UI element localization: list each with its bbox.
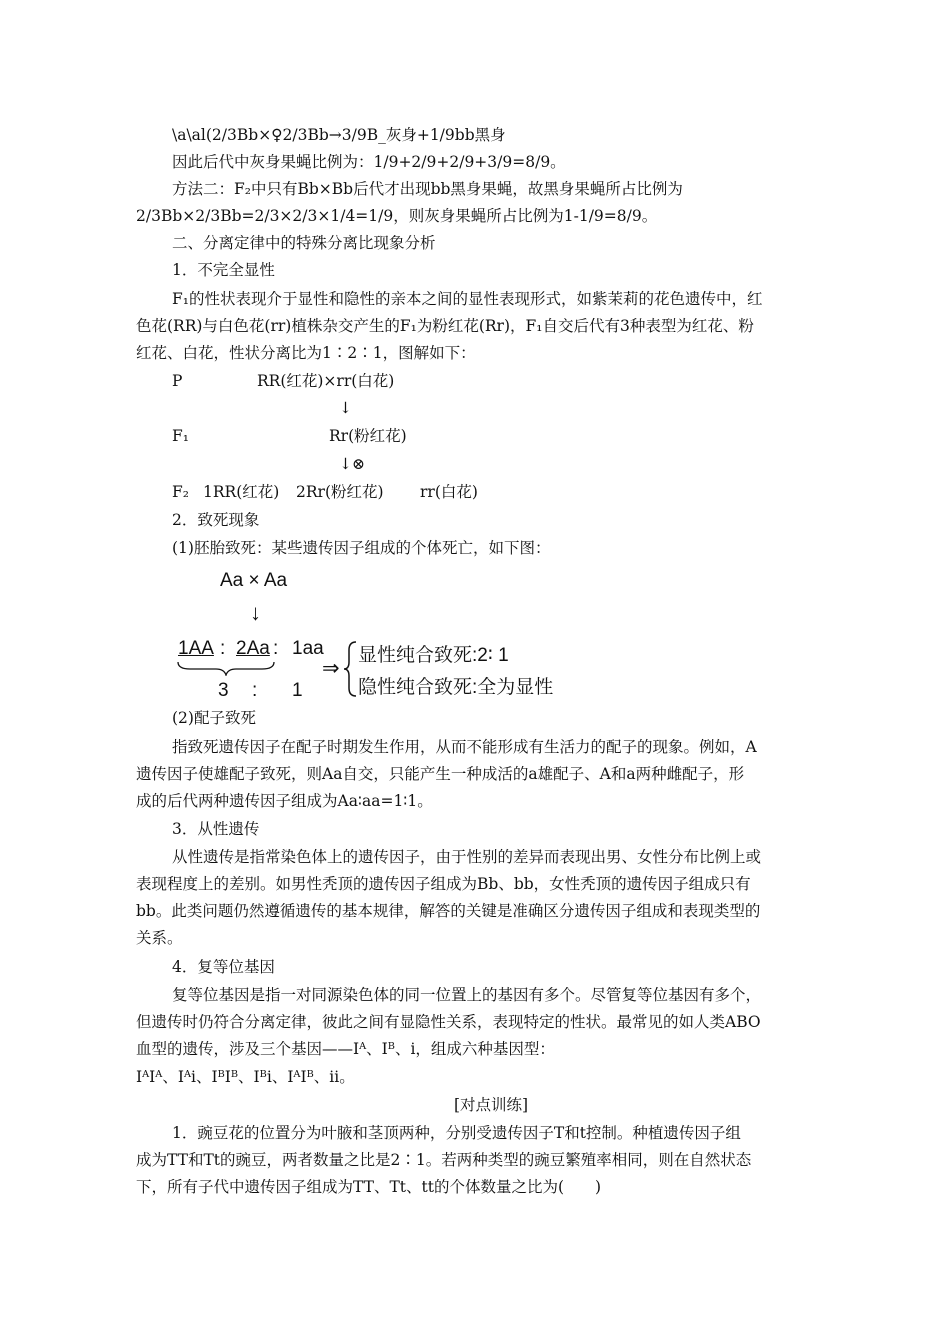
text-line: 遗传因子使雄配子致死，则Aa自交，只能产生一种成活的a雄配子、A和a两种雌配子，形 xyxy=(136,765,745,783)
text-line: 复等位基因是指一对同源染色体的同一位置上的基因有多个。尽管复等位基因有多个， xyxy=(172,986,762,1004)
genotype-aa-dominant: 1AA xyxy=(178,638,214,659)
genotype-aa-recessive: 1aa xyxy=(292,638,324,659)
cross-f1-value: Rr(粉红花) xyxy=(329,427,407,445)
cross-f1-label: F₁ xyxy=(172,427,189,445)
text-line: 关系。 xyxy=(136,929,183,947)
subsection-heading: 2．致死现象 xyxy=(172,511,260,529)
subsection-heading: 4．复等位基因 xyxy=(172,958,275,976)
subsection-heading: (2)配子致死 xyxy=(172,709,256,727)
left-brace-icon xyxy=(343,640,359,698)
ratio-colon: : xyxy=(252,680,258,701)
subsection-heading: 1．不完全显性 xyxy=(172,261,275,279)
cross-f2-red: 1RR(红花) xyxy=(203,483,280,501)
under-brace-icon xyxy=(176,660,276,676)
text-line: IᴬIᴬ、Iᴬi、IᴮIᴮ、Iᴮi、IᴬIᴮ、ii。 xyxy=(136,1068,355,1086)
text-line: 血型的遗传，涉及三个基因——Iᴬ、Iᴮ、i，组成六种基因型： xyxy=(136,1040,555,1058)
ratio-dominant: 3 xyxy=(218,680,229,701)
arrow-selfcross-icon: ↓⊗ xyxy=(339,455,365,473)
text-line: 从性遗传是指常染色体上的遗传因子，由于性别的差异而表现出男、女性分布比例上或 xyxy=(172,848,762,866)
question-line: 1．豌豆花的位置分为叶腋和茎顶两种，分别受遗传因子T和t控制。种植遗传因子组 xyxy=(172,1124,741,1142)
cross-f2-pink: 2Rr(粉红花) xyxy=(296,483,384,501)
cross-p-parents: RR(红花)×rr(白花) xyxy=(257,372,395,390)
text-line: 成的后代两种遗传因子组成为Aa∶aa=1∶1。 xyxy=(136,792,433,810)
implies-icon: ⇒ xyxy=(322,657,340,680)
ratio-recessive: 1 xyxy=(292,680,303,701)
subsection-heading: 3．从性遗传 xyxy=(172,820,260,838)
lethal-parents: Aa × Aa xyxy=(220,570,288,591)
separator-colon: : xyxy=(220,638,226,659)
text-line: 指致死遗传因子在配子时期发生作用，从而不能形成有生活力的配子的现象。例如，A xyxy=(172,738,757,756)
genotype-aa-hetero: 2Aa xyxy=(236,638,270,659)
separator-colon: : xyxy=(273,638,279,659)
text-line: 表现程度上的差别。如男性秃顶的遗传因子组成为Bb、bb，女性秃顶的遗传因子组成只有 xyxy=(136,875,751,893)
text-line: \a\al(2/3Bb×♀2/3Bb→3/9B_灰身+1/9bb黑身 xyxy=(172,126,506,144)
question-line: 成为TT和Tt的豌豆，两者数量之比是2∶1。若两种类型的豌豆繁殖率相同，则在自然状态 xyxy=(136,1151,752,1169)
text-line: 红花、白花，性状分离比为1∶2∶1，图解如下： xyxy=(136,344,476,362)
arrow-down-icon: ↓ xyxy=(250,600,261,625)
section-heading: 二、分离定律中的特殊分离比现象分析 xyxy=(172,234,436,252)
training-heading: [对点训练] xyxy=(454,1096,529,1114)
text-line: (1)胚胎致死：某些遗传因子组成的个体死亡，如下图： xyxy=(172,539,551,557)
cross-f2-white: rr(白花) xyxy=(420,483,478,501)
arrow-down-icon: ↓ xyxy=(339,399,352,417)
lethal-case-recessive: 隐性纯合致死:全为显性 xyxy=(358,677,554,698)
text-line: 但遗传时仍符合分离定律，彼此之间有显隐性关系，表现特定的性状。最常见的如人类ABO xyxy=(136,1013,761,1031)
text-line: bb。此类问题仍然遵循遗传的基本规律，解答的关键是准确区分遗传因子组成和表现类型的 xyxy=(136,902,761,920)
text-line: 2/3Bb×2/3Bb=2/3×2/3×1/4=1/9，则灰身果蝇所占比例为1-1/9=8/9。 xyxy=(136,207,658,225)
cross-p-label: P xyxy=(172,372,183,390)
text-line: 因此后代中灰身果蝇比例为：1/9+2/9+2/9+3/9=8/9。 xyxy=(172,153,566,171)
text-line: F₁的性状表现介于显性和隐性的亲本之间的显性表现形式，如紫茉莉的花色遗传中，红 xyxy=(172,290,763,308)
lethal-case-dominant: 显性纯合致死:2∶ 1 xyxy=(358,645,509,666)
cross-f2-label: F₂ xyxy=(172,483,189,501)
text-line: 色花(RR)与白色花(rr)植株杂交产生的F₁为粉红花(Rr)，F₁自交后代有3种表型为红花、粉 xyxy=(136,317,754,335)
text-line: 方法二：F₂中只有Bb×Bb后代才出现bb黑身果蝇，故黑身果蝇所占比例为 xyxy=(172,180,683,198)
question-line: 下，所有子代中遗传因子组成为TT、Tt、tt的个体数量之比为( ) xyxy=(136,1178,602,1196)
